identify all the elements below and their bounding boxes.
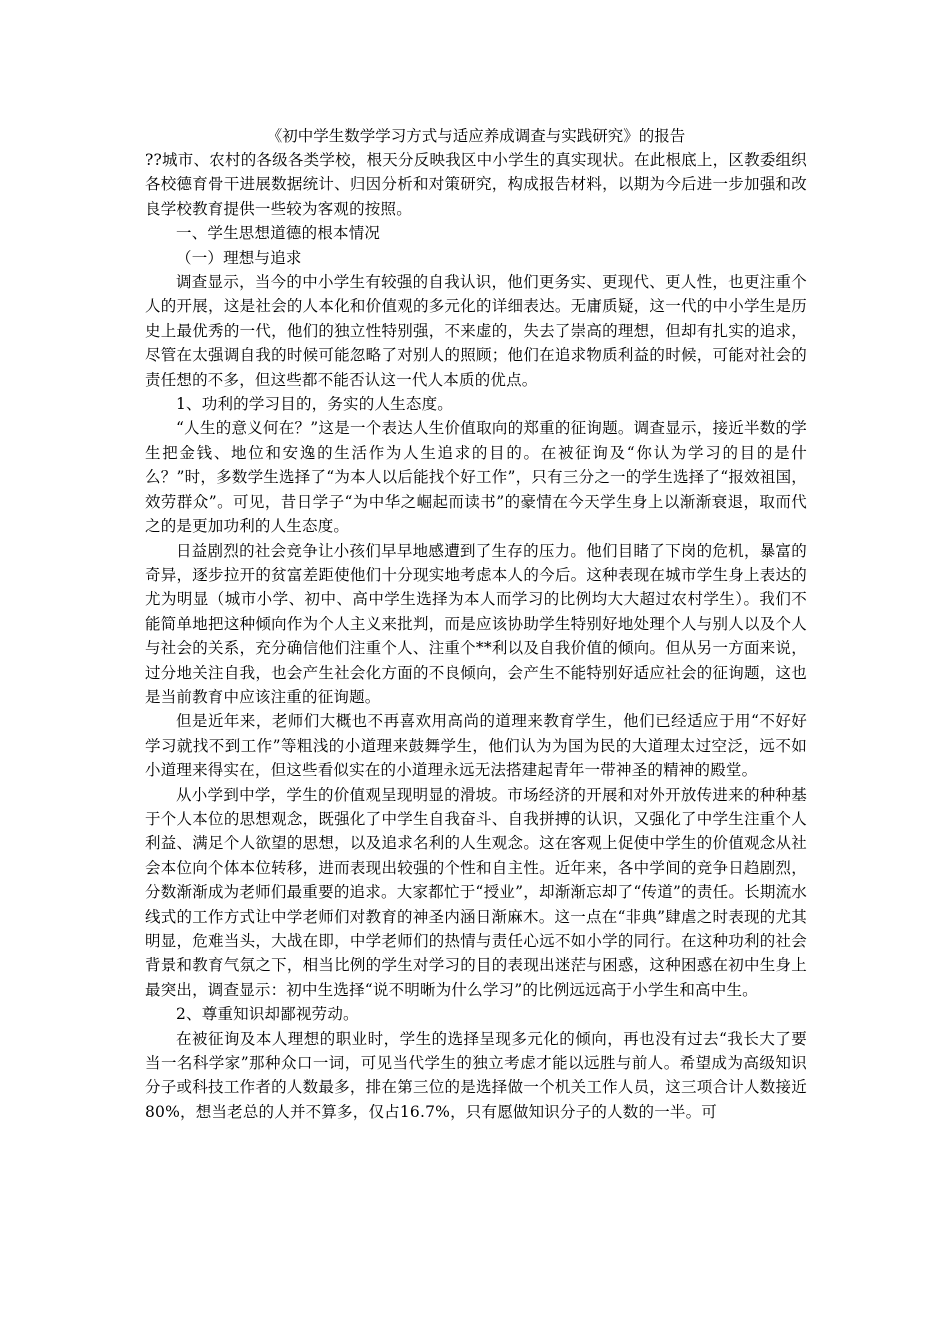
section-heading-1: 一、学生思想道德的根本情况 <box>176 224 381 243</box>
item-heading-2: 2、尊重知识却鄙视劳动。 <box>176 1005 359 1024</box>
paragraph-values: 从小学到中学，学生的价值观呈现明显的滑坡。市场经济的开展和对外开放传进来的种种基于个人本位的思想观念，既强化了中学生自我奋斗、自我拼搏的认识，又强化了中学生注重个人利益、满足个人欲望的思想，以及追求名利的人生观念。这在客观上促使中学生的价值观念从社会本位向个体本位转移，进而表现出较强的个性和自主性。近年来，各中学间的竞争日趋剧烈，分数渐渐成为老师们最重要的追求。大家都忙于“授业”，却渐渐忘却了“传道”的责任。长期流水线式的工作方式让中学老师们对教育的神圣内涵日渐麻木。这一点在“非典”肆虐之时表现的尤其明显，危难当头，大战在即，中学老师们的热情与责任心远不如小学的同行。在这种功利的社会背景和教育气氛之下，相当比例的学生对学习的目的表现出迷茫与困惑，这种困惑在初中生身上最突出，调查显示：初中生选择“说不明晰为什么学习”的比例远远高于小学生和高中生。 <box>145 785 807 999</box>
document-page <box>145 124 807 1124</box>
paragraph-career: 在被征询及本人理想的职业时，学生的选择呈现多元化的倾向，再也没有过去“我长大了要当一名科学家”那种众口一词，可见当代学生的独立考虑才能以远胜与前人。希望成为高级知识分子或科技工作者的人数最多，排在第三位的是选择做一个机关工作人员，这三项合计人数接近80%，想当老总的人并不算多，仅占16.7%，只有愿做知识分子的人数的一半。可 <box>145 1029 807 1121</box>
paragraph-life-meaning: “人生的意义何在？”这是一个表达人生价值取向的郑重的征询题。调查显示，接近半数的学生把金钱、地位和安逸的生活作为人生追求的目的。在被征询及“你认为学习的目的是什么？”时，多数学生选择了“为本人以后能找个好工作”，只有三分之一的学生选择了“报效祖国，效劳群众”。可见，昔日学子“为中华之崛起而读书”的豪情在今天学生身上以渐渐衰退，取而代之的是更加功利的人生态度。 <box>145 419 807 536</box>
subsection-heading-1: （一）理想与追求 <box>176 248 302 267</box>
item-heading-1: 1、功利的学习目的，务实的人生态度。 <box>176 395 453 414</box>
document-title: 《初中学生数学学习方式与适应养成调查与实践研究》的报告 <box>266 127 686 145</box>
paragraph-intro: ??城市、农村的各级各类学校，根天分反映我区中小学生的真实现状。在此根底上，区教委组织各校德育骨干进展数据统计、归因分析和对策研究，构成报告材料，以期为今后进一步加强和改良学校教育提供一些较为客观的按照。 <box>145 151 807 218</box>
paragraph-survey: 调查显示，当今的中小学生有较强的自我认识，他们更务实、更现代、更人性，也更注重个人的开展，这是社会的人本化和价值观的多元化的详细表达。无庸质疑，这一代的中小学生是历史上最优秀的一代，他们的独立性特别强，不来虚的，失去了崇高的理想，但却有扎实的追求，尽管在太强调自我的时候可能忽略了对别人的照顾；他们在追求物质利益的时候，可能对社会的责任想的不多，但这些都不能否认这一代人本质的优点。 <box>145 273 807 389</box>
paragraph-competition: 日益剧烈的社会竞争让小孩们早早地感遭到了生存的压力。他们目睹了下岗的危机，暴富的奇异，逐步拉开的贫富差距使他们十分现实地考虑本人的今后。这种表现在城市学生身上表达的尤为明显（城市小学、初中、高中学生选择为本人而学习的比例均大大超过农村学生）。我们不能简单地把这种倾向作为个人主义来批判，而是应该协助学生特别好地处理个人与别人以及个人与社会的关系，充分确信他们注重个人、注重个**利以及自我价值的倾向。但从另一方面来说，过分地关注自我，也会产生社会化方面的不良倾向，会产生不能特别好适应社会的征询题，这也是当前教育中应该注重的征询题。 <box>145 541 807 706</box>
paragraph-teachers: 但是近年来，老师们大概也不再喜欢用高尚的道理来教育学生，他们已经适应于用“不好好学习就找不到工作”等粗浅的小道理来鼓舞学生，他们认为为国为民的大道理太过空泛，远不如小道理来得实在，但这些看似实在的小道理永远无法搭建起青年一带神圣的精神的殿堂。 <box>145 712 807 780</box>
